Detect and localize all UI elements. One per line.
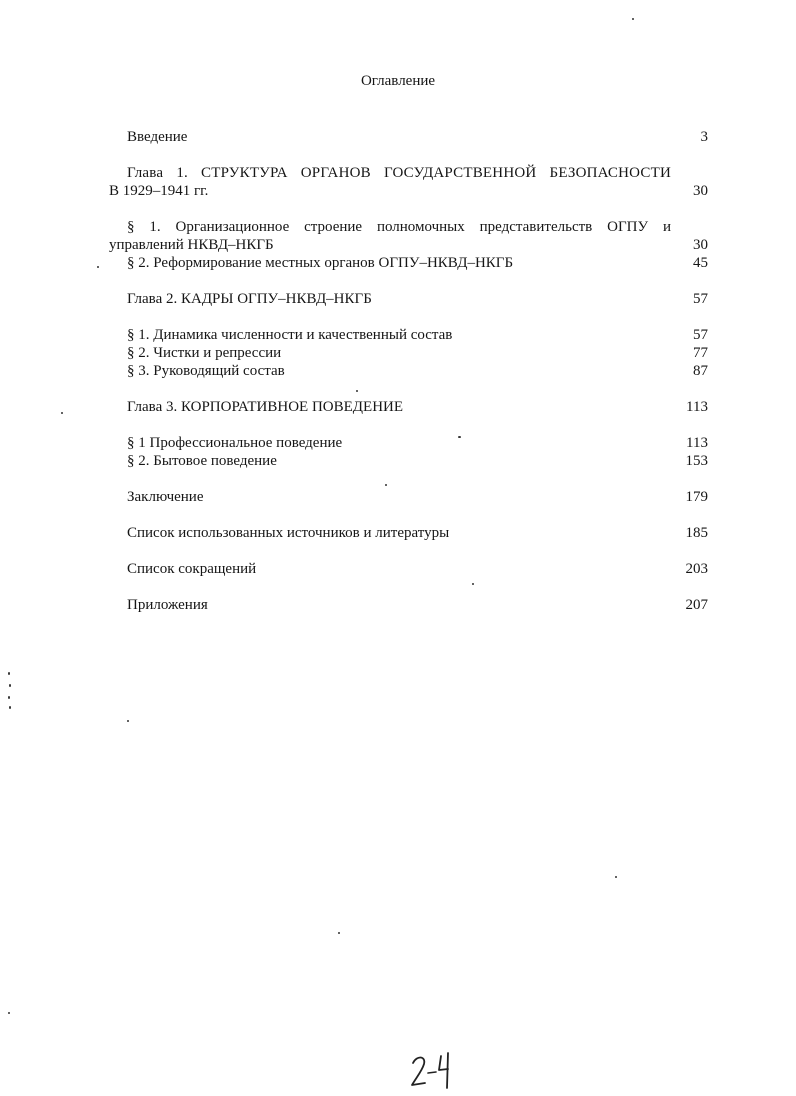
scan-speck: [9, 706, 11, 709]
scan-speck: [127, 720, 129, 722]
toc-page-number: 57: [693, 291, 708, 307]
toc-page-number: 207: [685, 597, 708, 613]
scan-speck: [97, 266, 99, 268]
toc-chapter-1-title: Глава 1. СТРУКТУРА ОРГАНОВ ГОСУДАРСТВЕННОЙ БЕЗОПАСНОСТИ: [127, 165, 671, 181]
toc-page-number: 113: [686, 399, 708, 415]
toc-section-2-1: § 1. Динамика численности и качественный состав: [127, 327, 453, 343]
toc-page-number: 113: [686, 435, 708, 451]
scan-speck: [61, 412, 63, 414]
toc-page-number: 203: [685, 561, 708, 577]
toc-page-number: 45: [693, 255, 708, 271]
toc-page-number: 30: [693, 237, 708, 253]
toc-entry-introduction: Введение: [127, 129, 188, 145]
scan-speck: [338, 932, 340, 934]
scan-speck: [356, 390, 358, 392]
toc-section-3-1: § 1 Профессиональное поведение: [127, 435, 343, 451]
toc-page-number: 179: [685, 489, 708, 505]
toc-chapter-2-title: Глава 2. КАДРЫ ОГПУ–НКВД–НКГБ: [127, 291, 372, 307]
toc-chapter-3-title: Глава 3. КОРПОРАТИВНОЕ ПОВЕДЕНИЕ: [127, 399, 404, 415]
toc-page-number: 153: [685, 453, 708, 469]
scan-speck: [472, 583, 474, 585]
scan-speck: [8, 672, 10, 675]
handwritten-page-mark: [408, 1048, 458, 1092]
page-title: Оглавление: [360, 73, 436, 89]
scan-speck: [615, 876, 617, 878]
scan-speck: [8, 696, 10, 699]
toc-section-2-3: § 3. Руководящий состав: [127, 363, 285, 379]
scan-speck: [385, 484, 387, 486]
scan-speck: [458, 436, 461, 438]
toc-page-number: 77: [693, 345, 708, 361]
toc-conclusion: Заключение: [127, 489, 204, 505]
toc-appendices: Приложения: [127, 597, 208, 613]
toc-section-1-1-cont: управлений НКВД–НКГБ: [109, 237, 274, 253]
toc-chapter-1-title-cont: В 1929–1941 гг.: [109, 183, 209, 199]
toc-page-number: 3: [700, 129, 708, 145]
scan-speck: [9, 684, 11, 687]
toc-page-number: 87: [693, 363, 708, 379]
toc-bibliography: Список использованных источников и литературы: [127, 525, 450, 541]
toc-page-number: 57: [693, 327, 708, 343]
toc-section-1-1: § 1. Организационное строение полномочных представительств ОГПУ и: [127, 219, 671, 235]
toc-abbreviations: Список сокращений: [127, 561, 257, 577]
toc-section-3-2: § 2. Бытовое поведение: [127, 453, 277, 469]
toc-page-number: 30: [693, 183, 708, 199]
toc-section-2-2: § 2. Чистки и репрессии: [127, 345, 282, 361]
scan-speck: [8, 1012, 10, 1014]
toc-page-number: 185: [685, 525, 708, 541]
toc-section-1-2: § 2. Реформирование местных органов ОГПУ–НКВД–НКГБ: [127, 255, 514, 271]
scan-speck: [632, 18, 634, 20]
